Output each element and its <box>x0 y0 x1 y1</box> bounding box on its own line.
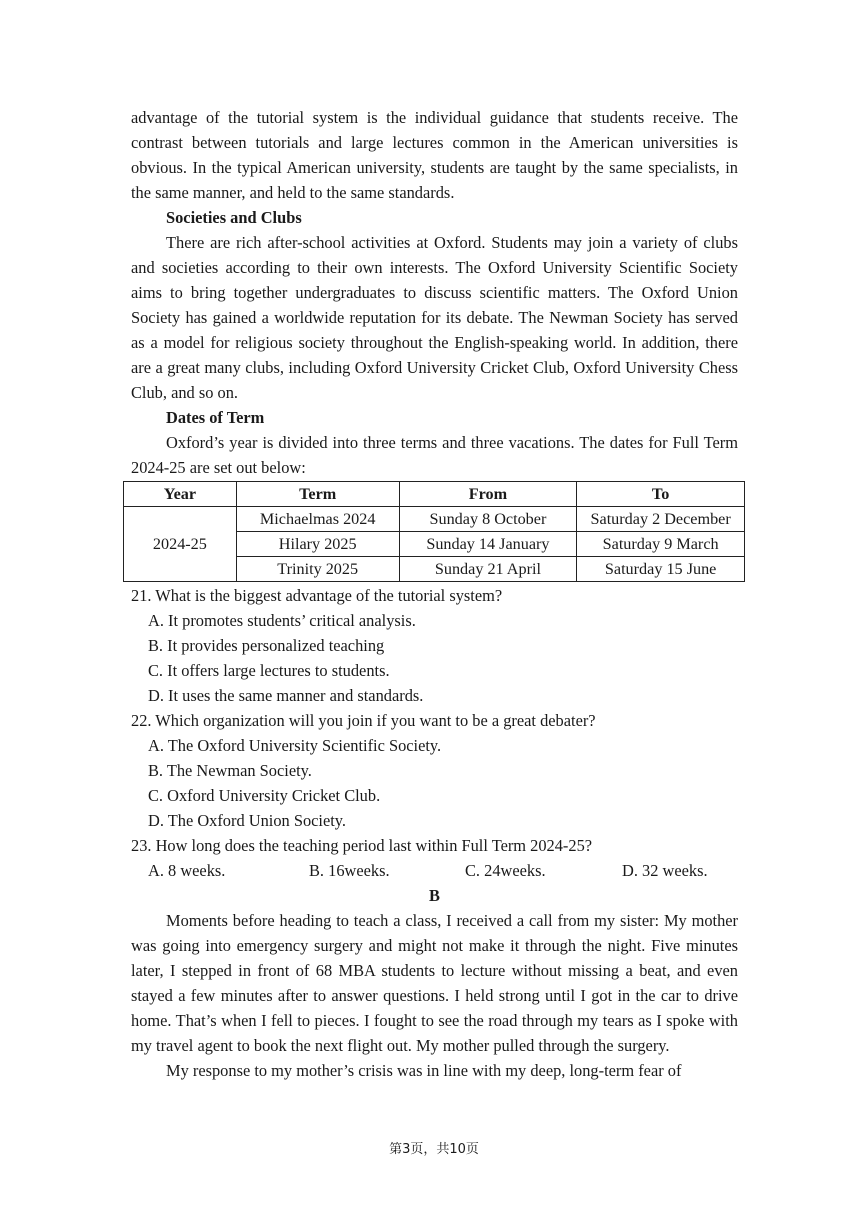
from-cell: Sunday 14 January <box>399 532 577 557</box>
question-stem: 22. Which organization will you join if you want to be a great debater? <box>131 711 596 730</box>
option-b: B. The Newman Society. <box>148 761 312 780</box>
page-number: 第3页，共10页 <box>389 1142 479 1157</box>
option-a: A. The Oxford University Scientific Society. <box>148 736 442 755</box>
option-a: A. 8 weeks. <box>148 861 226 880</box>
option-d: D. The Oxford Union Society. <box>148 811 347 830</box>
option-b: B. It provides personalized teaching <box>148 636 385 655</box>
from-cell: Sunday 8 October <box>399 507 577 532</box>
option-a: A. It promotes students’ critical analysis. <box>148 611 416 630</box>
header-from: From <box>399 482 577 507</box>
header-to: To <box>577 482 745 507</box>
societies-heading: Societies and Clubs <box>166 208 302 227</box>
term-cell: Michaelmas 2024 <box>236 507 399 532</box>
intro-paragraph: advantage of the tutorial system is the individual guidance that students receive. The contrast between tutorials and large lectures common in the American universities is obvious. In the typical American university, students are taught by the same specialists, in the same manner, and held to the same standards. <box>131 108 738 202</box>
societies-paragraph: There are rich after-school activities at Oxford. Students may join a variety of clubs and societies according to their own interests. The Oxford University Scientific Society aims to bring together undergraduates to discuss scientific matters. The Oxford Union Society has gained a worldwide reputation for its debate. The Newman Society has served as a model for religious society throughout the English-speaking world. In addition, there are a great many clubs, including Oxford University Cricket Club, Oxford University Chess Club, and so on. <box>131 233 738 402</box>
header-year: Year <box>124 482 237 507</box>
question-22 <box>131 708 738 833</box>
term-dates-table <box>123 481 745 582</box>
question-23 <box>131 833 738 883</box>
year-cell: 2024-25 <box>124 507 237 582</box>
dates-heading: Dates of Term <box>166 408 265 427</box>
option-d: D. 32 weeks. <box>622 861 708 880</box>
passage-b-paragraph-2: My response to my mother’s crisis was in line with my deep, long-term fear of <box>166 1061 682 1080</box>
term-cell: Trinity 2025 <box>236 557 399 582</box>
option-c: C. 24weeks. <box>465 861 546 880</box>
question-21 <box>131 583 738 708</box>
dates-paragraph: Oxford’s year is divided into three terms and three vacations. The dates for Full Term 2024-25 are set out below: <box>131 433 738 477</box>
to-cell: Saturday 9 March <box>577 532 745 557</box>
option-c: C. It offers large lectures to students. <box>148 661 390 680</box>
table-header-row <box>124 482 745 507</box>
option-b: B. 16weeks. <box>309 861 390 880</box>
section-b-heading: B <box>429 886 440 905</box>
term-cell: Hilary 2025 <box>236 532 399 557</box>
option-d: D. It uses the same manner and standards. <box>148 686 424 705</box>
question-stem: 21. What is the biggest advantage of the tutorial system? <box>131 586 503 605</box>
table-row <box>124 507 745 532</box>
to-cell: Saturday 2 December <box>577 507 745 532</box>
to-cell: Saturday 15 June <box>577 557 745 582</box>
from-cell: Sunday 21 April <box>399 557 577 582</box>
page-content <box>131 105 738 1083</box>
question-stem: 23. How long does the teaching period last within Full Term 2024-25? <box>131 836 593 855</box>
options-row <box>131 858 738 883</box>
passage-b-paragraph-1: Moments before heading to teach a class, I received a call from my sister: My mother was going into emergency surgery and might not make it through the night. Five minutes later, I stepped in front of 68 MBA students to lecture without missing a beat, and even stayed a few minutes after to answer questions. I held strong until I got in the car to drive home. That’s when I fell to pieces. I fought to see the road through my tears as I spoke with my travel agent to book the next flight out. My mother pulled through the surgery. <box>131 911 738 1055</box>
header-term: Term <box>236 482 399 507</box>
option-c: C. Oxford University Cricket Club. <box>148 786 381 805</box>
